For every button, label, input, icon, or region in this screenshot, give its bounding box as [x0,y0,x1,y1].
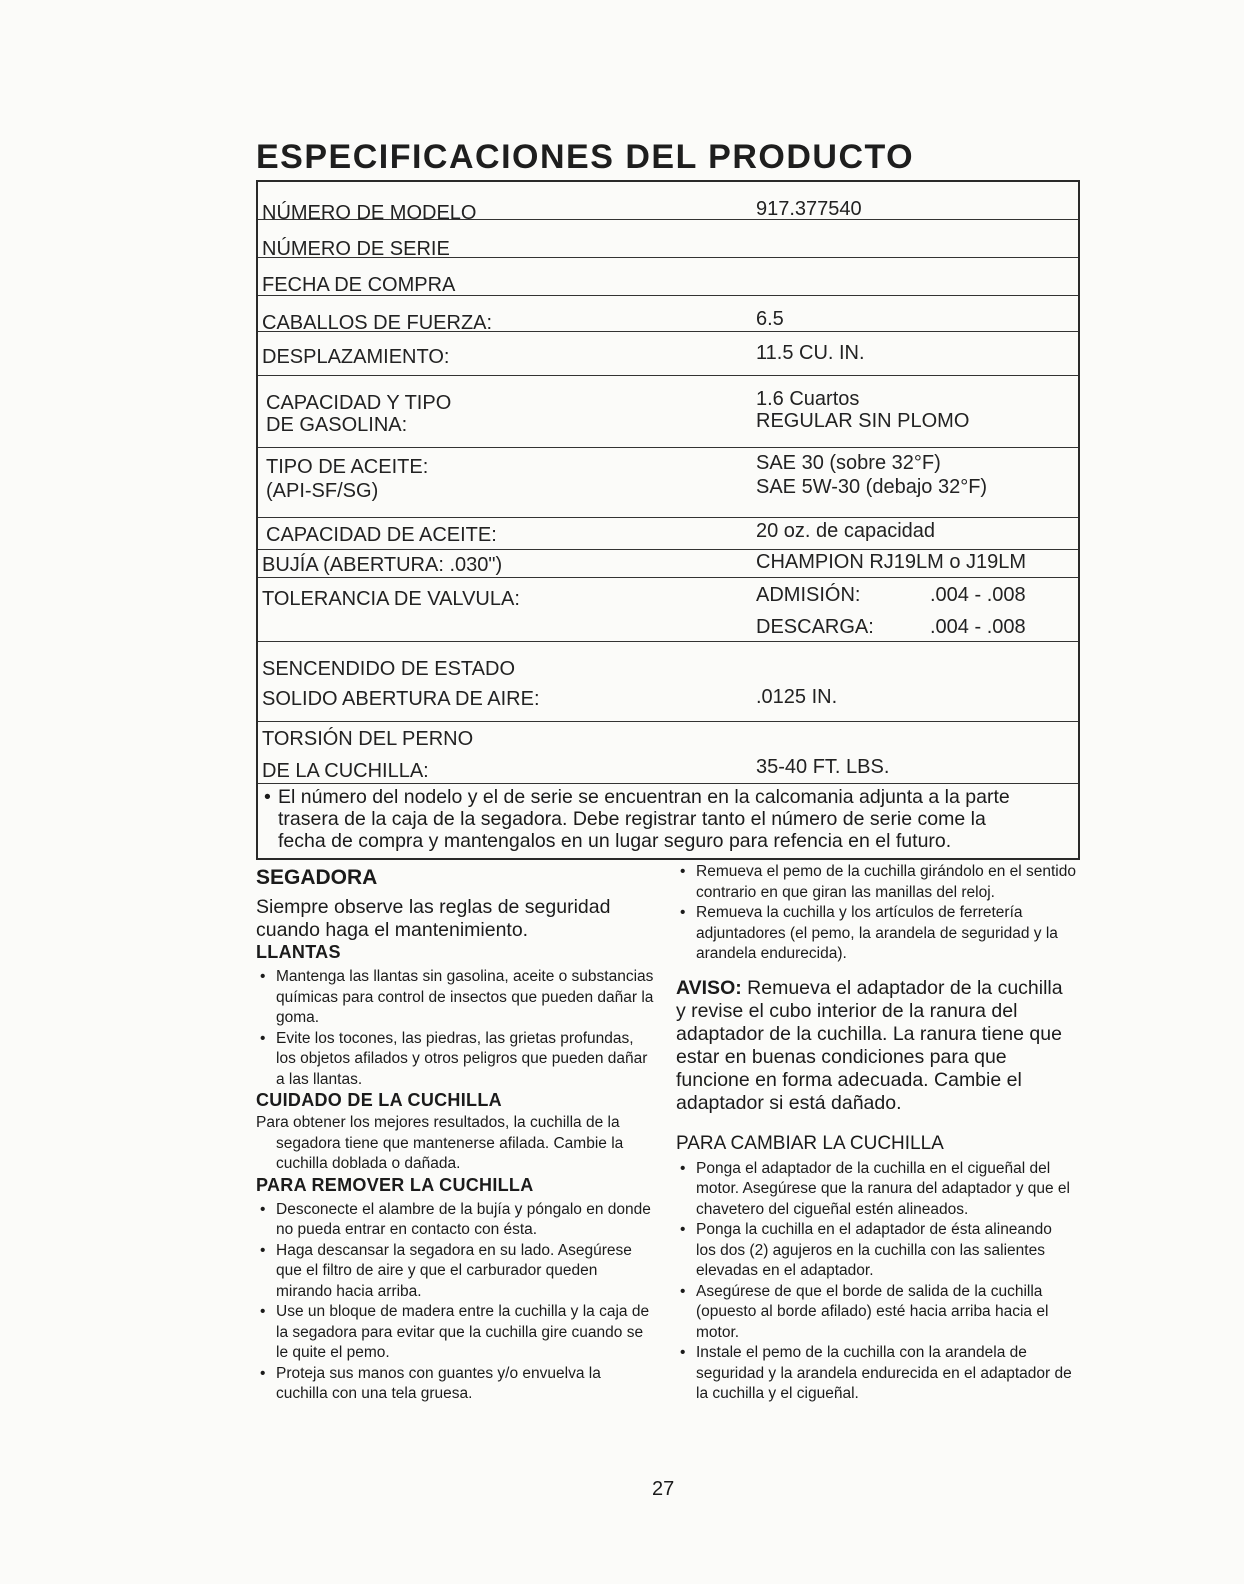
section-heading-cambiar: PARA CAMBIAR LA CUCHILLA [676,1132,944,1154]
spec-label: CAPACIDAD DE ACEITE: [266,524,497,546]
list-item: • Mantenga las llantas sin gasolina, aceite o substancias químicas para control de insectos que pueden dañar la goma. [256,967,656,1029]
list-item: • Remueva el pemo de la cuchilla girándolo en el sentido contrario en que giran las manillas del reloj. [676,862,1076,903]
page-title: ESPECIFICACIONES DEL PRODUCTO [256,138,915,176]
spec-value: .004 - .008 [930,584,1026,606]
spec-label: NÚMERO DE MODELO [262,202,477,224]
section-heading-cuidado: CUIDADO DE LA CUCHILLA [256,1090,502,1110]
remover-list-continued [676,862,1076,965]
spec-value: .0125 IN. [756,686,838,708]
spec-label: DE LA CUCHILLA: [262,760,429,782]
spec-label: DESPLAZAMIENTO: [262,346,450,368]
spec-value: .004 - .008 [930,616,1026,638]
note-line: El número del nodelo y el de serie se encuentran en la calcomania adjunta a la parte [278,786,1010,808]
spec-value: REGULAR SIN PLOMO [756,410,970,432]
spec-row-desplazamiento [258,332,1078,376]
spec-value: 35-40 FT. LBS. [756,756,890,778]
spec-value: CHAMPION RJ19LM o J19LM [756,551,1027,573]
spec-label: CABALLOS DE FUERZA: [262,312,493,334]
list-item: • Evite los tocones, las piedras, las grietas profundas, los objetos afilados y otros peligros que pueden dañar a las llantas. [256,1029,656,1091]
spec-row-cap-aceite [258,518,1078,550]
remover-list [256,1200,656,1405]
aviso-text: Remueva el adaptador de la cuchilla y revise el cubo interior de la ranura del adaptador de la cuchilla. La ranura tiene que estar en buenas condiciones para que funcione en forma adecuada. Cambie el adaptador si está dañado. [676,976,1063,1114]
spec-label: DE GASOLINA: [266,414,408,436]
spec-row-aceite [258,448,1078,518]
spec-label: CAPACIDAD Y TIPO [266,392,452,414]
spec-row-tolerancia [258,578,1078,642]
spec-row-fecha [258,258,1078,296]
llantas-list [256,967,656,1090]
spec-row-encendido [258,642,1078,722]
section-heading-segadora: SEGADORA [256,866,378,889]
spec-label: SENCENDIDO DE ESTADO [262,658,515,680]
spec-table [256,180,1080,860]
spec-label: (API-SF/SG) [266,480,379,502]
section-heading-llantas: LLANTAS [256,942,341,962]
bullet: • [264,786,271,808]
list-item: • Haga descansar la segadora en su lado. Asegúrese que el filtro de aire y que el carburador queden mirando hacia arriba. [256,1241,656,1303]
note-line: fecha de compra y mantengalos en un lugar seguro para refencia en el futuro. [278,830,952,852]
note-line: trasera de la caja de la segadora. Debe registrar tanto el número de serie come la [278,808,986,830]
spec-row-serie [258,220,1078,258]
spec-value: 20 oz. de capacidad [756,520,936,542]
cuidado-text: Para obtener los mejores resultados, la cuchilla de la segadora tiene que mantenerse afilada. Cambie la cuchilla doblada o dañada. [256,1114,624,1172]
spec-note [258,784,1078,860]
spec-row-bujia [258,550,1078,578]
spec-label: SOLIDO ABERTURA DE AIRE: [262,688,540,710]
list-item: • Asegúrese de que el borde de salida de la cuchilla (opuesto al borde afilado) esté hacia arriba hacia el motor. [676,1282,1076,1344]
left-column [256,866,656,1405]
spec-row-caballos [258,296,1078,332]
list-item: • Use un bloque de madera entre la cuchilla y la caja de la segadora para evitar que la cuchilla gire cuando se le quite el pemo. [256,1302,656,1364]
section-heading-remover: PARA REMOVER LA CUCHILLA [256,1174,534,1195]
spec-row-torsion [258,722,1078,784]
page-number: 27 [652,1478,675,1500]
spec-row-gasolina [258,376,1078,448]
list-item: • Remueva la cuchilla y los artículos de ferretería adjuntadores (el pemo, la arandela de seguridad y la arandela endurecida). [676,903,1076,965]
spec-value: ADMISIÓN: [756,584,861,606]
aviso-label: AVISO: [676,976,742,999]
spec-label: NÚMERO DE SERIE [262,238,450,260]
spec-label: TIPO DE ACEITE: [266,456,429,478]
intro-text: Siempre observe las reglas de seguridad cuando haga el mantenimiento. [256,896,611,941]
aviso-paragraph [676,977,1076,1115]
spec-row-modelo [258,182,1078,224]
spec-value: SAE 5W-30 (debajo 32°F) [756,476,988,498]
spec-label: TOLERANCIA DE VALVULA: [262,588,520,610]
list-item: • Ponga la cuchilla en el adaptador de ésta alineando los dos (2) agujeros en la cuchilla con las salientes elevadas en el adaptador. [676,1220,1076,1282]
list-item: • Proteja sus manos con guantes y/o envuelva la cuchilla con una tela gruesa. [256,1364,656,1405]
spec-label: TORSIÓN DEL PERNO [262,728,474,750]
list-item: • Desconecte el alambre de la bujía y póngalo en donde no pueda entrar en contacto con ésta. [256,1200,656,1241]
spec-value: 11.5 CU. IN. [756,342,865,364]
spec-value: 1.6 Cuartos [756,388,860,410]
spec-label: FECHA DE COMPRA [262,274,456,296]
spec-value: 917.377540 [756,198,862,220]
cambiar-list [676,1159,1076,1405]
spec-label: BUJÍA (ABERTURA: .030") [262,554,503,576]
spec-value: 6.5 [756,308,784,330]
right-column [676,862,1076,1405]
list-item: • Ponga el adaptador de la cuchilla en el cigueñal del motor. Asegúrese que la ranura del adaptador y que el chavetero del cigueñal estén alineados. [676,1159,1076,1221]
spec-value: DESCARGA: [756,616,874,638]
list-item: • Instale el pemo de la cuchilla con la arandela de seguridad y la arandela endurecida en el adaptador de la cuchilla y el cigueñal. [676,1343,1076,1405]
spec-value: SAE 30 (sobre 32°F) [756,452,941,474]
